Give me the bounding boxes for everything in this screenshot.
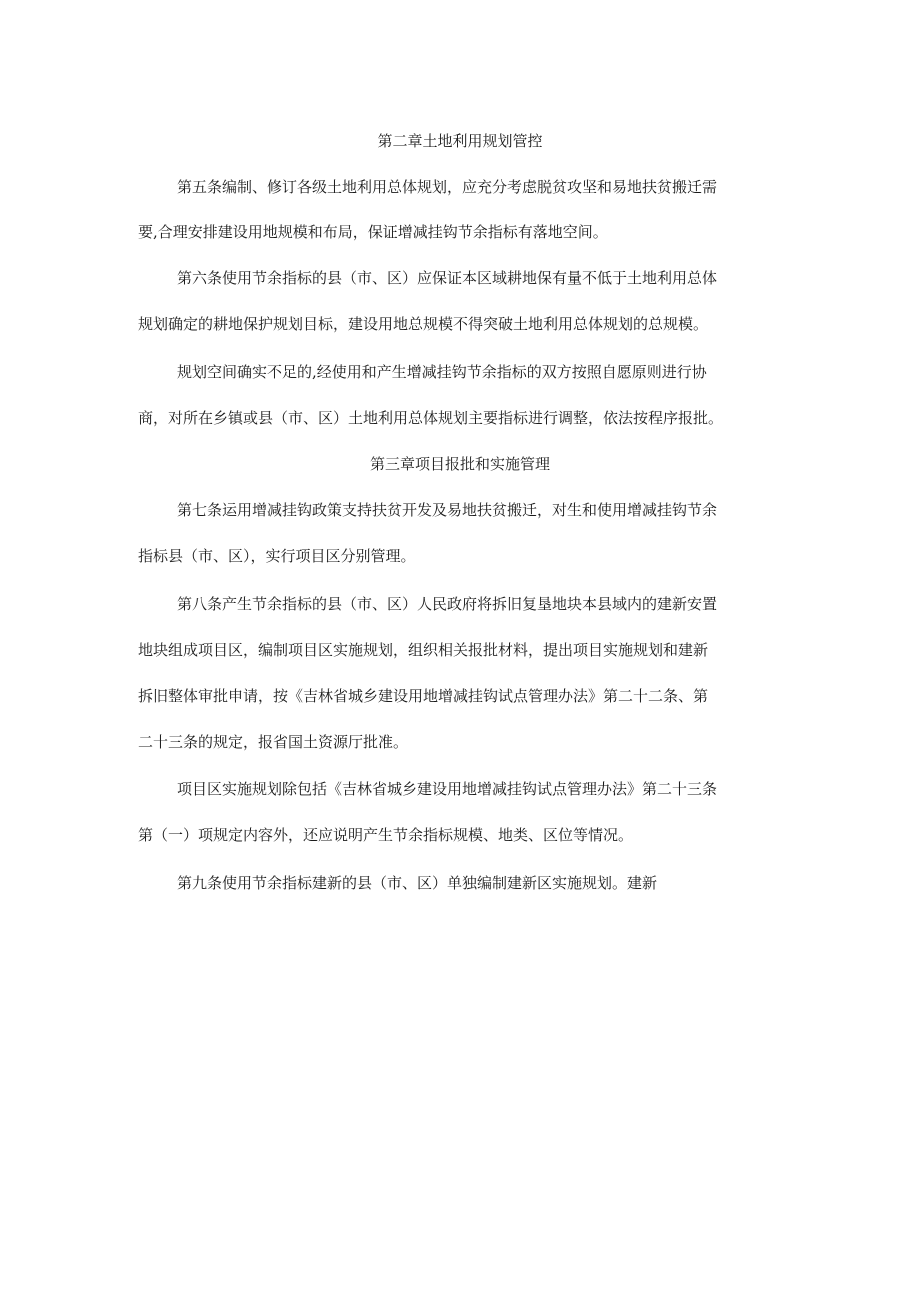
chapter-2-title: 第二章土地利用规划管控 bbox=[377, 132, 543, 150]
article-5-line-2: 要,合理安排建设用地规模和布局，保证增减挂钩节余指标有落地空间。 bbox=[138, 223, 608, 241]
article-5-line-1: 第五条编制、修订各级土地利用总体规划，应充分考虑脱贫攻坚和易地扶贫搬迁需 bbox=[177, 178, 718, 196]
article-9-line-1: 第九条使用节余指标建新的县（市、区）单独编制建新区实施规划。建新 bbox=[177, 874, 658, 892]
article-7-line-1: 第七条运用增减挂钩政策支持扶贫开发及易地扶贫搬迁，对生和使用增减挂钩节余 bbox=[177, 501, 718, 519]
chapter-3-title: 第三章项目报批和实施管理 bbox=[369, 455, 550, 473]
article-8-line-4: 二十三条的规定，报省国土资源厅批准。 bbox=[138, 733, 409, 751]
article-8-line-2: 地块组成项目区，编制项目区实施规划，组织相关报批材料，提出项目实施规划和建新 bbox=[138, 641, 709, 659]
article-6-supplement-line-2: 商，对所在乡镇或县（市、区）土地利用总体规划主要指标进行调整，依法按程序报批。 bbox=[138, 409, 724, 427]
article-6-line-1: 第六条使用节余指标的县（市、区）应保证本区域耕地保有量不低于土地利用总体 bbox=[177, 269, 718, 287]
article-8-supplement-line-2: 第（一）项规定内容外，还应说明产生节余指标规模、地类、区位等情况。 bbox=[138, 826, 634, 844]
article-6-line-2: 规划确定的耕地保护规划目标，建设用地总规模不得突破土地利用总体规划的总规模。 bbox=[138, 315, 709, 333]
article-8-line-1: 第八条产生节余指标的县（市、区）人民政府将拆旧复垦地块本县域内的建新安置 bbox=[177, 595, 718, 613]
article-8-line-3: 拆旧整体审批申请，按《吉林省城乡建设用地增减挂钩试点管理办法》第二十二条、第 bbox=[138, 687, 709, 705]
article-7-line-2: 指标县（市、区），实行项目区分别管理。 bbox=[138, 547, 416, 565]
article-6-supplement-line-1: 规划空间确实不足的,经使用和产生增减挂钩节余指标的双方按照自愿原则进行协 bbox=[177, 363, 707, 381]
article-8-supplement-line-1: 项目区实施规划除包括《吉林省城乡建设用地增减挂钩试点管理办法》第二十三条 bbox=[177, 780, 718, 798]
